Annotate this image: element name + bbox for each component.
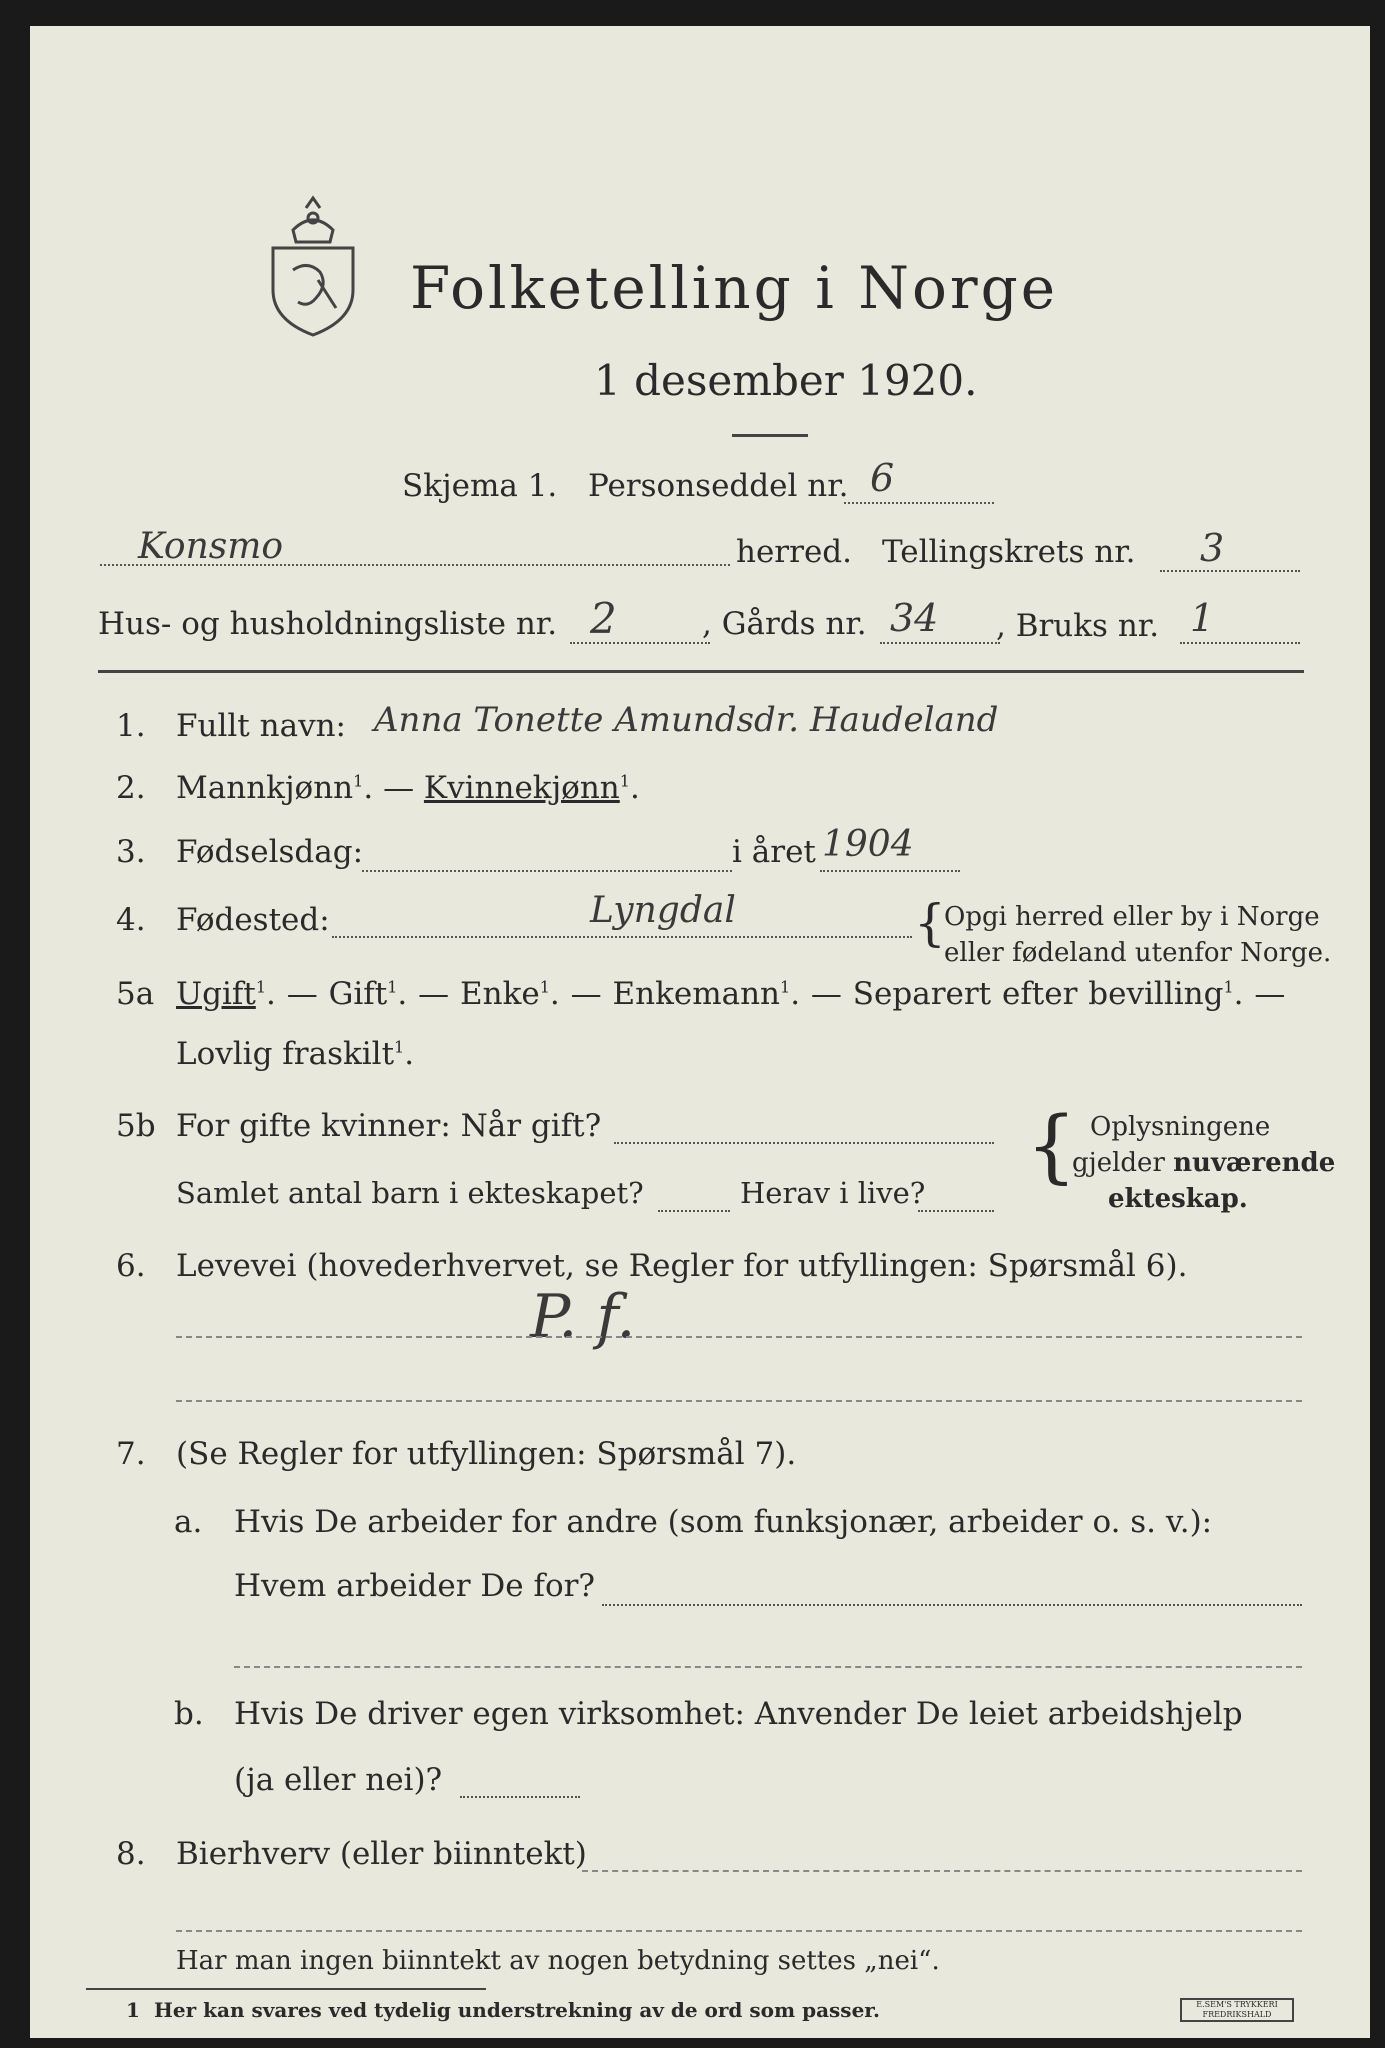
q8-label: Bierhverv (eller biinntekt) [176,1836,587,1872]
q7b-text1: Hvis De driver egen virksomhet: Anvender De leiet arbeidshjelp [234,1696,1243,1732]
footnote-text: Her kan svares ved tydelig understrekning av de ord som passer. [154,1998,880,2022]
q7b-number: b. [174,1696,204,1732]
q6-field-1[interactable] [176,1336,1302,1338]
q5a-gift-sup: 1 [387,977,398,997]
q4-note1: Opgi herred eller by i Norge [944,902,1320,932]
q4-brace: { [914,894,946,952]
q1-number: 1. [116,708,146,744]
bruks-value: 1 [1190,596,1215,640]
q3-year-label: i året [732,834,816,870]
q5b-note1: Oplysningene [1090,1112,1271,1142]
q5a-sep-1: — [286,976,318,1012]
q8-number: 8. [116,1836,146,1872]
gards-label: , Gårds nr. [702,606,867,642]
q5b-note3: ekteskap. [1108,1184,1248,1214]
printer-stamp: E.SEM'S TRYKKERI FREDRIKSHALD [1180,1998,1294,2022]
footer-note: Har man ingen biinntekt av nogen betydning settes „nei“. [176,1946,940,1976]
q7a-number: a. [174,1504,203,1540]
q5b-note2b: nuværende [1173,1148,1336,1178]
q5b-label2: Samlet antal barn i ekteskapet? [176,1176,644,1210]
bruks-label: , Bruks nr. [996,608,1160,644]
q3-year-field[interactable] [820,870,960,872]
q5b-number: 5b [116,1108,156,1144]
q5a-gift[interactable]: Gift [328,976,388,1012]
q5b-brace: { [1026,1099,1077,1192]
herred-value: Konsmo [138,526,284,567]
q5b-barn-field[interactable] [658,1210,730,1212]
q4-label: Fødested: [176,902,330,938]
form-date: 1 desember 1920. [594,356,978,405]
q8-field-2[interactable] [176,1930,1302,1932]
personseddel-field[interactable] [844,502,994,504]
q7-number: 7. [116,1436,146,1472]
q3-number: 3. [116,834,146,870]
personseddel-value: 6 [870,456,895,500]
q2-options: Mannkjønn$^1$. — Kvinnekjønn$^1$. [176,770,640,806]
skjema-label: Skjema 1. [402,468,558,504]
coat-of-arms-icon [258,190,368,340]
q4-number: 4. [116,902,146,938]
q4-value: Lyngdal [590,890,736,931]
tellingskrets-value: 3 [1200,526,1225,570]
q5a-lovlig[interactable]: Lovlig fraskilt [176,1036,395,1072]
q7a-text1: Hvis De arbeider for andre (som funksjonær, arbeider o. s. v.): [234,1504,1213,1540]
q5a-enke[interactable]: Enke [459,976,540,1012]
q5a-enkemann[interactable]: Enkemann [612,976,781,1012]
q4-field[interactable] [332,936,912,938]
q5a-sep-4: — [810,976,842,1012]
q5b-gift-field[interactable] [614,1142,994,1144]
q6-value: P. f. [530,1282,636,1352]
title-divider [732,434,808,437]
form-title: Folketelling i Norge [410,254,1059,322]
q5b-note2 [1072,1148,1335,1178]
q5b-label3: Herav i live? [740,1176,926,1210]
q5a-enkemann-sup: 1 [780,977,791,997]
q5b-note2a: gjelder [1072,1148,1165,1178]
q6-label: Levevei (hovederhvervet, se Regler for utfyllingen: Spørsmål 6). [176,1248,1188,1284]
q5a-separert[interactable]: Separert efter bevilling [852,976,1224,1012]
q5a-lovlig-line [176,1036,414,1072]
q7-label: (Se Regler for utfyllingen: Spørsmål 7). [176,1436,797,1472]
q5a-ugift[interactable]: Ugift [176,976,256,1012]
q5b-label1: For gifte kvinner: Når gift? [176,1108,602,1144]
q2-kvinne-sup: 1 [619,771,630,791]
q7b-field[interactable] [460,1796,580,1798]
personseddel-label: Personseddel nr. [588,468,849,504]
q6-number: 6. [116,1248,146,1284]
census-form-page [30,26,1370,2038]
q3-year-value: 1904 [822,824,914,865]
q5a-ugift-sup: 1 [255,977,267,997]
footnote-divider [86,1988,486,1990]
q5a-number: 5a [116,976,155,1012]
q7b-text2: (ja eller nei)? [234,1762,443,1798]
q5a-end: . [404,1036,415,1072]
q3-label: Fødselsdag: [176,834,364,870]
q5a-lovlig-sup: 1 [394,1037,405,1057]
hus-label: Hus- og husholdningsliste nr. [98,606,558,642]
q1-label: Fullt navn: [176,708,346,744]
q4-note2: eller fødeland utenfor Norge. [944,938,1332,968]
header-divider [98,670,1304,673]
q5a-sep-3: — [570,976,602,1012]
q2-number: 2. [116,770,146,806]
hus-value: 2 [590,594,617,643]
q5a-separert-sup: 1 [1223,977,1234,997]
q7a-text2: Hvem arbeider De for? [234,1568,596,1604]
q5a-enke-sup: 1 [539,977,550,997]
q6-field-2[interactable] [176,1400,1302,1402]
tellingskrets-field[interactable] [1160,570,1300,572]
q2-sep: — [383,770,415,806]
q2-mann[interactable]: Mannkjønn [176,770,354,806]
q1-value: Anna Tonette Amundsdr. Haudeland [374,700,999,740]
tellingskrets-label: Tellingskrets nr. [882,534,1136,570]
q7a-field-2[interactable] [234,1666,1302,1668]
bruks-field[interactable] [1180,642,1300,644]
herred-label: herred. [736,534,852,570]
gards-value: 34 [890,596,939,640]
q3-birthday-field[interactable] [362,870,732,872]
footnote-number: 1 [126,1998,140,2022]
q8-field-1[interactable] [582,1870,1302,1872]
q5b-live-field[interactable] [918,1210,994,1212]
q2-kvinne[interactable]: Kvinnekjønn [423,770,620,806]
gards-field[interactable] [880,642,1000,644]
q5a-options: Ugift$^1$. — Gift$^1$. — Enke$^1$. — Enkemann$^1$. — Separert efter bevilling$^1$. — [176,976,1286,1012]
q5a-sep-2: — [418,976,450,1012]
q5a-sep-5: — [1254,976,1286,1012]
q2-mann-sup: 1 [353,771,364,791]
q7a-field-1[interactable] [602,1604,1302,1606]
